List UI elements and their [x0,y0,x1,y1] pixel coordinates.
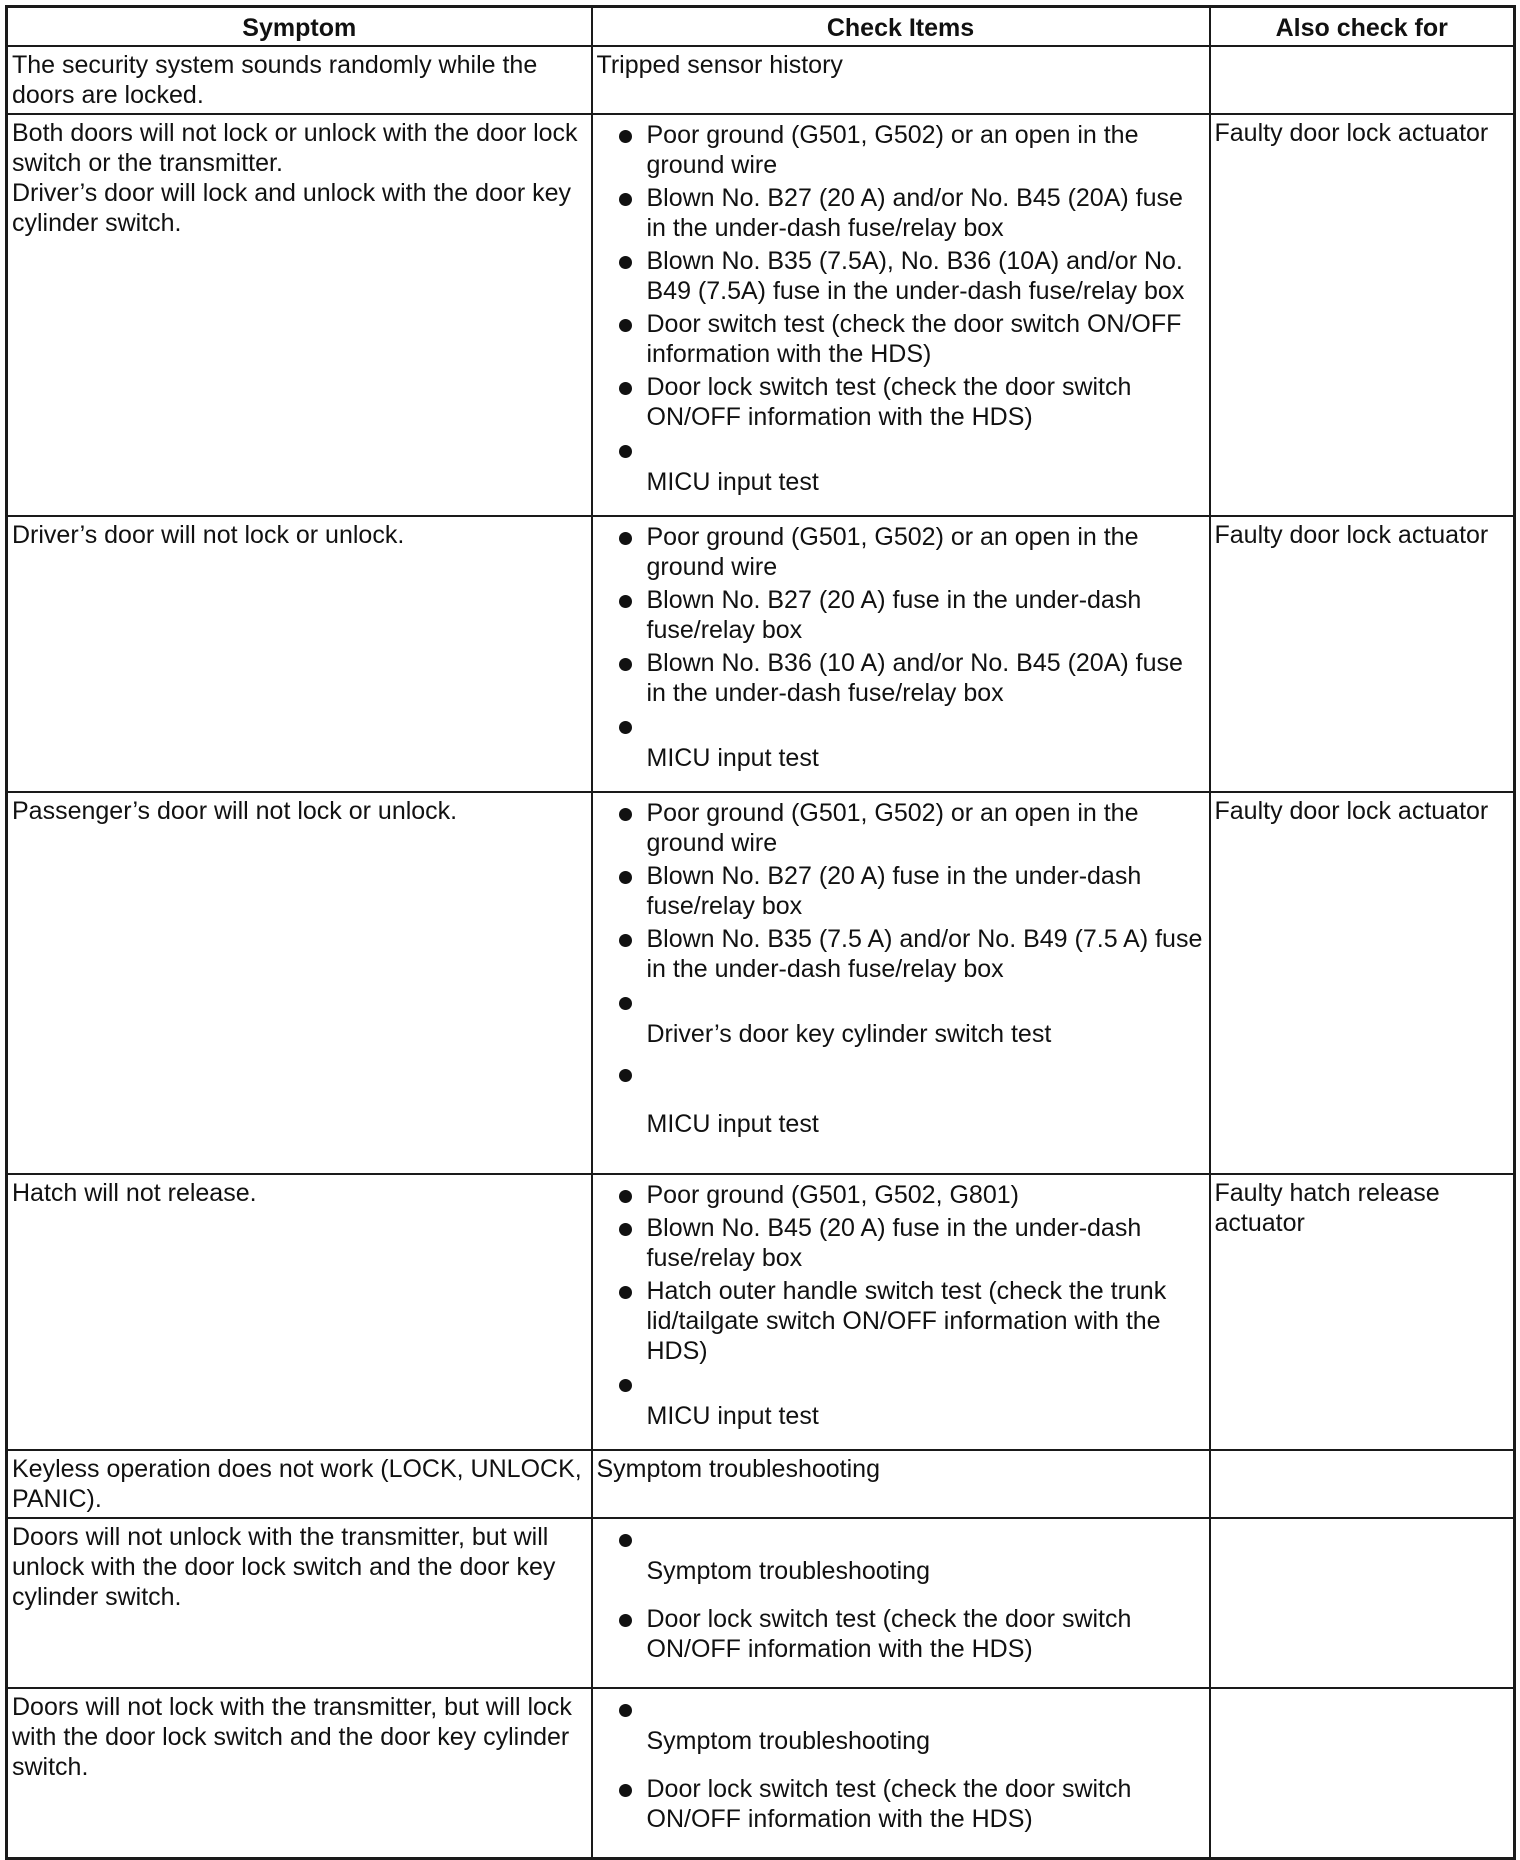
table-row [7,792,1515,1174]
symptom-line: Driver’s door will lock and unlock with the door key cylinder switch. [12,179,572,237]
bullet-icon [619,130,632,143]
symptom-cell: Passenger’s door will not lock or unlock. [7,792,592,1174]
troubleshooting-document [5,5,1513,1860]
bullet-icon [619,934,632,947]
list-item: Blown No. B36 (10 A) and/or No. B45 (20A) fuse in the under-dash fuse/relay box [597,648,1205,708]
bullet-icon [619,382,632,395]
bullet-icon [619,532,632,545]
bullet-icon [619,997,632,1010]
symptom-cell: Driver’s door will not lock or unlock. [7,516,592,792]
also-check-cell [1210,1688,1515,1858]
check-list [597,522,1205,773]
list-item: Poor ground (G501, G502, G801) [597,1180,1205,1210]
also-check-cell: Faulty door lock actuator [1210,792,1515,1174]
bullet-icon [619,1784,632,1797]
list-item: Door lock switch test (check the door switch ON/OFF information with the HDS) [597,1604,1205,1664]
list-item: Door lock switch test (check the door switch ON/OFF information with the HDS) [597,1774,1205,1834]
bullet-icon [619,1704,632,1717]
header-check-items: Check Items [592,7,1210,47]
symptom-cell: Doors will not lock with the transmitter, but will lock with the door lock switch and the door key cylinder switch. [7,1688,592,1858]
check-list [597,798,1205,1139]
list-item: Driver’s door key cylinder switch test [597,987,1205,1049]
check-items-cell [592,1174,1210,1450]
header-also-check-for: Also check for [1210,7,1515,47]
check-items-cell [592,1518,1210,1688]
list-item: MICU input test [597,711,1205,773]
bullet-icon [619,1190,632,1203]
list-item: MICU input test [597,435,1205,497]
list-item: Blown No. B27 (20 A) fuse in the under-dash fuse/relay box [597,861,1205,921]
bullet-icon [619,319,632,332]
check-items-cell [592,792,1210,1174]
bullet-icon [619,595,632,608]
check-items-cell [592,1688,1210,1858]
bullet-icon [619,1223,632,1236]
table-row [7,1688,1515,1858]
table-row [7,46,1515,114]
list-item: Blown No. B27 (20 A) fuse in the under-dash fuse/relay box [597,585,1205,645]
bullet-icon [619,445,632,458]
check-items-cell [592,114,1210,516]
symptom-cell [7,114,592,516]
check-list [597,1524,1205,1664]
bullet-icon [619,256,632,269]
bullet-icon [619,871,632,884]
check-list [597,120,1205,497]
list-item: MICU input test [597,1059,1205,1139]
bullet-icon [619,658,632,671]
bullet-icon [619,1534,632,1547]
list-item: Blown No. B35 (7.5 A) and/or No. B49 (7.5 A) fuse in the under-dash fuse/relay box [597,924,1205,984]
check-items-cell [592,516,1210,792]
list-item: Blown No. B45 (20 A) fuse in the under-dash fuse/relay box [597,1213,1205,1273]
list-item: Door switch test (check the door switch ON/OFF information with the HDS) [597,309,1205,369]
table-row [7,1174,1515,1450]
check-items-cell: Tripped sensor history [592,46,1210,114]
troubleshooting-table [5,5,1516,1860]
list-item: Poor ground (G501, G502) or an open in the ground wire [597,522,1205,582]
list-item: Blown No. B27 (20 A) and/or No. B45 (20A) fuse in the under-dash fuse/relay box [597,183,1205,243]
header-symptom: Symptom [7,7,592,47]
list-item: Poor ground (G501, G502) or an open in the ground wire [597,120,1205,180]
also-check-cell [1210,1518,1515,1688]
also-check-cell: Faulty door lock actuator [1210,516,1515,792]
bullet-icon [619,1069,632,1082]
table-row [7,1518,1515,1688]
also-check-cell [1210,46,1515,114]
symptom-cell: Doors will not unlock with the transmitter, but will unlock with the door lock switch and the door key cylinder switch. [7,1518,592,1688]
symptom-cell: The security system sounds randomly while the doors are locked. [7,46,592,114]
symptom-cell: Hatch will not release. [7,1174,592,1450]
bullet-icon [619,808,632,821]
list-item: Hatch outer handle switch test (check the trunk lid/tailgate switch ON/OFF information with the HDS) [597,1276,1205,1366]
table-row [7,1450,1515,1518]
bullet-icon [619,721,632,734]
symptom-cell: Keyless operation does not work (LOCK, UNLOCK, PANIC). [7,1450,592,1518]
symptom-line: Both doors will not lock or unlock with the door lock switch or the transmitter. [12,119,578,177]
also-check-cell [1210,1450,1515,1518]
list-item: Door lock switch test (check the door switch ON/OFF information with the HDS) [597,372,1205,432]
table-row [7,114,1515,516]
bullet-icon [619,1614,632,1627]
list-item: MICU input test [597,1369,1205,1431]
list-item: Poor ground (G501, G502) or an open in the ground wire [597,798,1205,858]
list-item: Symptom troubleshooting [597,1524,1205,1586]
list-item: Blown No. B35 (7.5A), No. B36 (10A) and/or No. B49 (7.5A) fuse in the under-dash fuse/relay box [597,246,1205,306]
bullet-icon [619,1379,632,1392]
header-row [7,7,1515,47]
bullet-icon [619,193,632,206]
check-list [597,1694,1205,1834]
also-check-cell: Faulty door lock actuator [1210,114,1515,516]
check-items-cell: Symptom troubleshooting [592,1450,1210,1518]
table-row [7,516,1515,792]
bullet-icon [619,1286,632,1299]
check-list [597,1180,1205,1431]
list-item: Symptom troubleshooting [597,1694,1205,1756]
also-check-cell: Faulty hatch release actuator [1210,1174,1515,1450]
